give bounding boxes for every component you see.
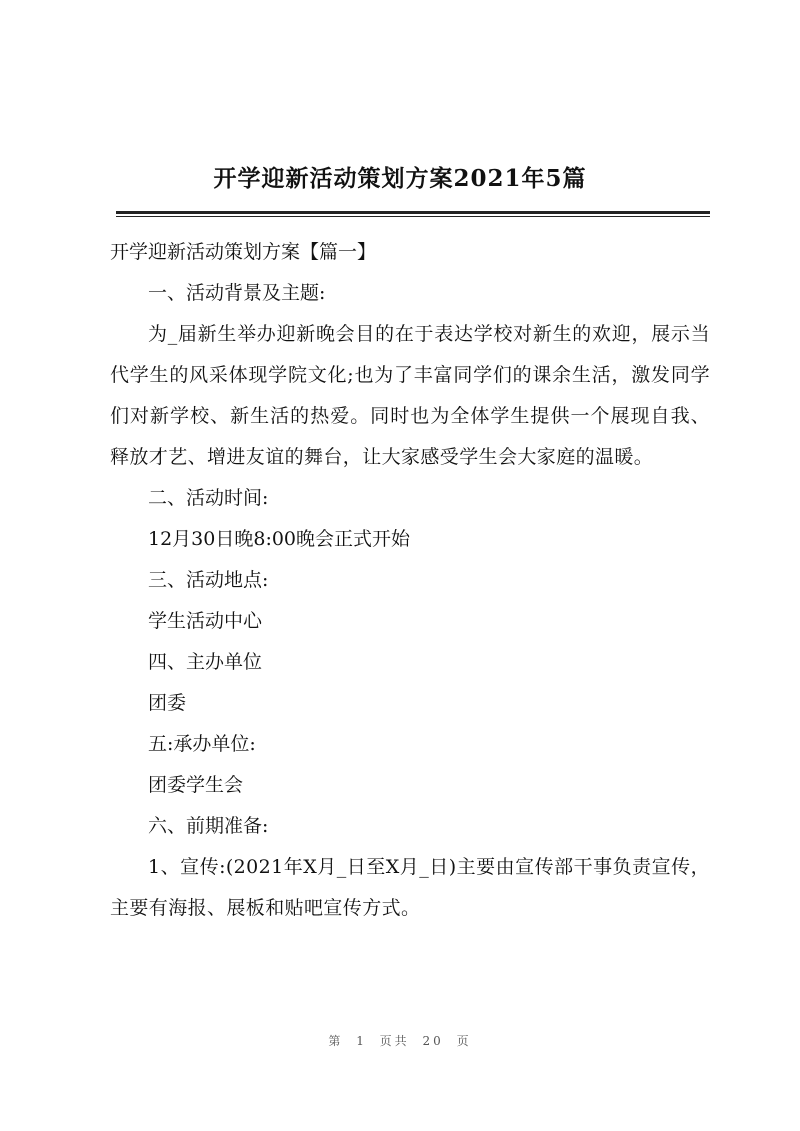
document-title: 开学迎新活动策划方案2021年5篇 <box>213 165 587 192</box>
footer-label-1: 第 <box>328 1034 344 1048</box>
footer-label-3: 页 <box>456 1034 472 1048</box>
section-2-value: 12月30日晚8:00晚会正式开始 <box>148 528 411 550</box>
section-4-heading: 四、主办单位 <box>148 651 263 673</box>
section-4-value: 团委 <box>148 692 187 714</box>
title-rule-thick <box>116 211 710 214</box>
section-3-heading: 三、活动地点: <box>148 569 269 591</box>
footer-label-2: 页共 <box>379 1034 410 1048</box>
page-footer <box>0 1032 800 1049</box>
section-1-heading: 一、活动背景及主题: <box>148 282 326 304</box>
document-body <box>110 232 710 929</box>
footer-page-total: 20 <box>422 1034 444 1048</box>
section-5-heading: 五:承办单位: <box>148 733 256 755</box>
title-rule-thin <box>116 216 710 217</box>
section-3-value: 学生活动中心 <box>148 610 263 632</box>
section-heading: 开学迎新活动策划方案【篇一】 <box>110 241 377 263</box>
section-5-value: 团委学生会 <box>148 774 244 796</box>
section-6-heading: 六、前期准备: <box>148 815 269 837</box>
footer-page-current: 1 <box>356 1034 367 1048</box>
section-2-heading: 二、活动时间: <box>148 487 269 509</box>
section-1-paragraph: 为_届新生举办迎新晚会目的在于表达学校对新生的欢迎，展示当代学生的风采体现学院文化;也为了丰富同学们的课余生活，激发同学们对新学校、新生活的热爱。同时也为全体学生提供一个展现自我、释放才艺、增进友谊的舞台，让大家感受学生会大家庭的温暖。 <box>110 323 710 468</box>
section-6-item-1: 1、宣传:(2021年X月_日至X月_日)主要由宣传部干事负责宣传，主要有海报、展板和贴吧宣传方式。 <box>110 856 710 919</box>
